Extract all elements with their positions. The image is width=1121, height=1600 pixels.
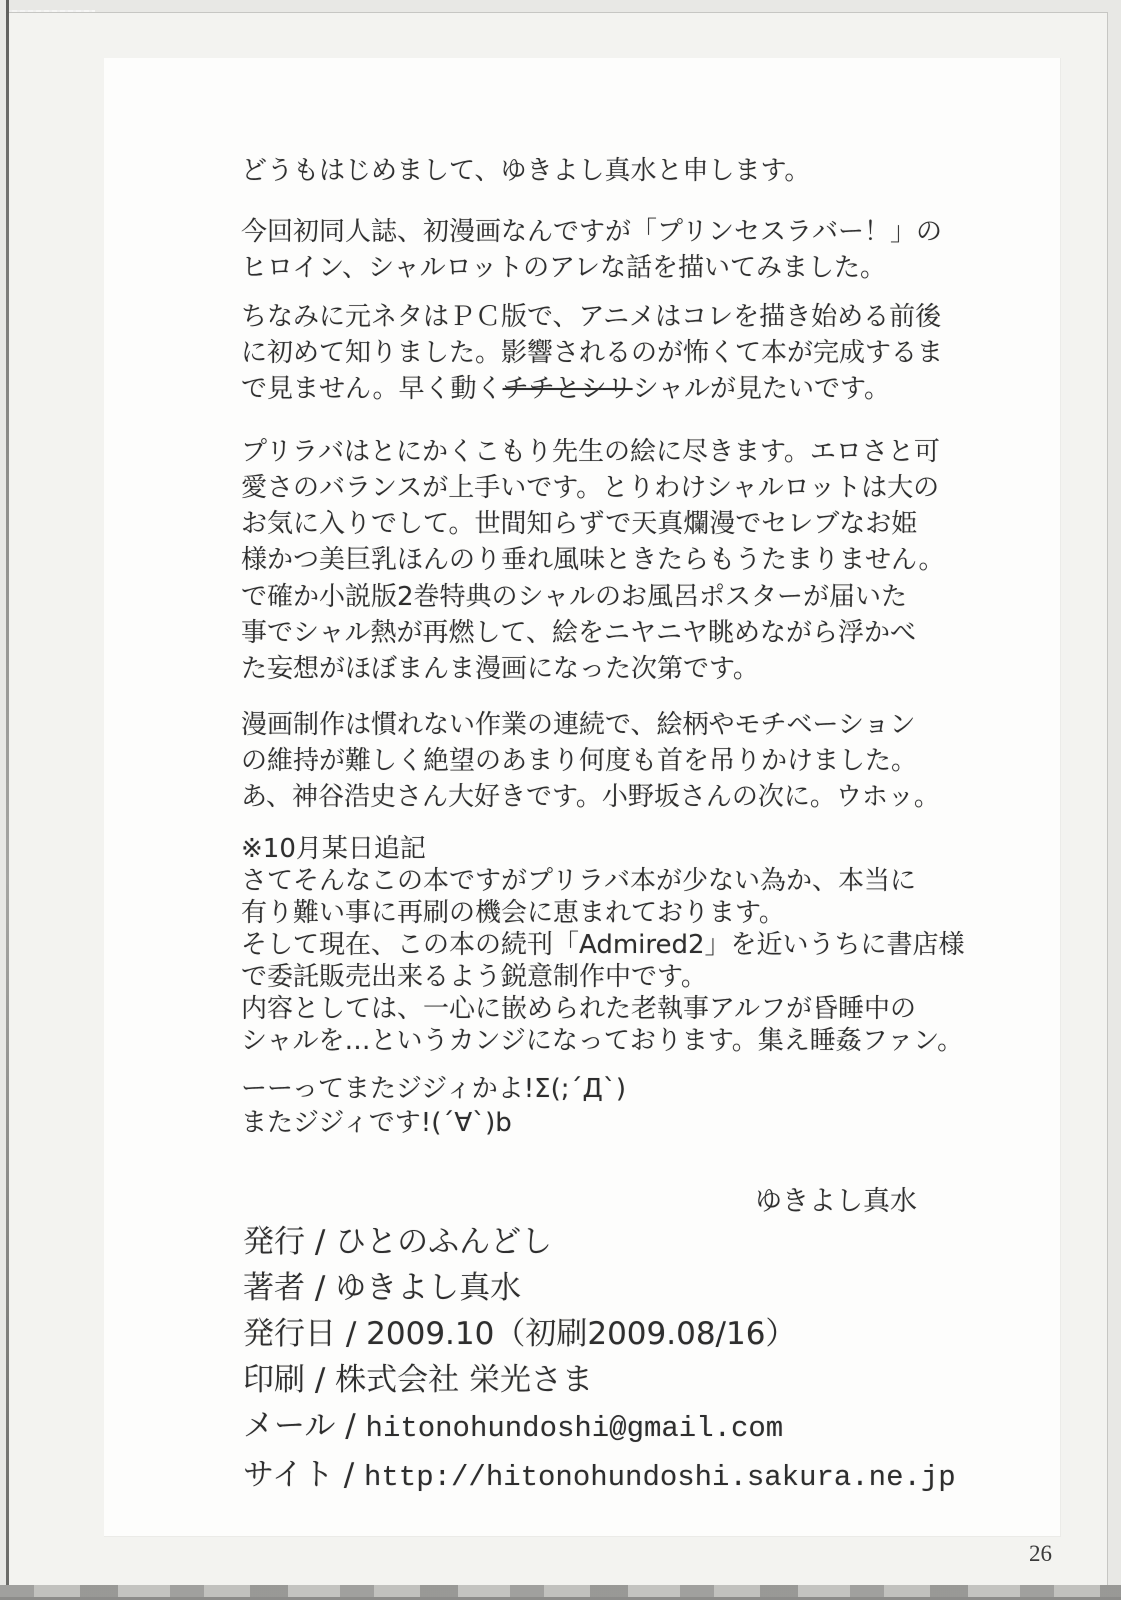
colophon-website-row: [243, 1452, 956, 1501]
afterword-paragraph-2: [241, 214, 942, 286]
colophon-separator: /: [335, 1408, 366, 1444]
afterword-paragraph-4: [241, 434, 945, 578]
afterword-postscript: [241, 833, 965, 1057]
text-line: またジジィです!(´∀`)b: [241, 1108, 512, 1138]
strikethrough-text: チチとシリ: [502, 374, 633, 404]
colophon-website-value: http://hitonohundoshi.sakura.ne.jp: [364, 1461, 956, 1494]
afterword-paragraph-5: [241, 579, 916, 687]
text-line: ヒロイン、シャルロットのアレな話を描いてみました。: [241, 253, 887, 283]
text-line: ※10月某日追記: [241, 834, 426, 864]
colophon-email-value: hitonohundoshi@gmail.com: [365, 1412, 784, 1445]
text-line: で委託販売出来るよう鋭意制作中です。: [241, 962, 707, 992]
colophon-label: メール: [243, 1408, 336, 1444]
afterword-paragraph-1: [241, 153, 810, 189]
colophon-separator: /: [333, 1457, 364, 1493]
text-line: シャルを…というカンジになっております。集え睡姦ファン。: [241, 1026, 964, 1056]
text-line: に初めて知りました。影響されるのが怖くて本が完成するま: [241, 338, 944, 368]
colophon-author-row: [243, 1265, 956, 1311]
text-line: の維持が難しく絶望のあまり何度も首を吊りかけました。: [241, 746, 918, 776]
afterword-paragraph-6: [241, 707, 940, 815]
text-line: そして現在、この本の続刊「Admired2」を近いうちに書店様: [241, 930, 965, 960]
text-line: 有り難い事に再刷の機会に恵まれております。: [241, 898, 785, 928]
text-line: た妄想がほぼまんま漫画になった次第です。: [241, 654, 759, 684]
text-line: どうもはじめまして、ゆきよし真水と申します。: [241, 156, 811, 186]
colophon-value: ゆきよし真水: [335, 1270, 522, 1306]
text-segment: シャルが見たいです。: [632, 374, 890, 404]
colophon-value: ひとのふんどし: [335, 1224, 553, 1260]
afterword-paragraph-3: [241, 299, 943, 407]
colophon-email-row: [243, 1403, 956, 1452]
colophon-label: 発行日: [243, 1316, 336, 1352]
colophon-printer-row: [243, 1357, 956, 1403]
author-signature: ゆきよし真水: [755, 1186, 917, 1217]
text-line: プリラバはとにかくこもり先生の絵に尽きます。エロさと可: [241, 437, 940, 467]
text-line: で確か小説版2巻特典のシャルのお風呂ポスターが届いた: [241, 582, 908, 612]
colophon-label: 印刷: [243, 1362, 305, 1398]
colophon-label: 発行: [243, 1224, 305, 1260]
colophon-value: 株式会社 栄光さま: [335, 1362, 594, 1398]
text-line: さてそんなこの本ですがプリラバ本が少ない為か、本当に: [241, 866, 916, 896]
scan-bottom-edge: [0, 1585, 1121, 1600]
text-line: ーーってまたジジィかよ!Σ(;´Д`): [241, 1074, 626, 1104]
afterword-kaomoji-lines: [241, 1072, 626, 1140]
text-line: お気に入りでして。世間知らずで天真爛漫でセレブなお姫: [241, 509, 918, 539]
colophon: [243, 1219, 956, 1501]
text-line: [241, 371, 943, 407]
text-line: 漫画制作は慣れない作業の連続で、絵柄やモチベーション: [241, 710, 916, 740]
colophon-label: サイト: [243, 1457, 334, 1493]
text-line: ちなみに元ネタはＰＣ版で、アニメはコレを描き始める前後: [241, 302, 942, 332]
colophon-separator: /: [305, 1224, 336, 1260]
colophon-separator: /: [305, 1270, 336, 1306]
colophon-separator: /: [336, 1316, 367, 1352]
text-line: あ、神谷浩史さん大好きです。小野坂さんの次に。ウホッ。: [241, 782, 940, 812]
text-line: 事でシャル熱が再燃して、絵をニヤニヤ眺めながら浮かべ: [241, 618, 916, 648]
paper-page: [9, 12, 1108, 1586]
text-line: 今回初同人誌、初漫画なんですが「プリンセスラバー！」の: [241, 217, 942, 247]
page-number: 26: [1029, 1541, 1052, 1566]
colophon-separator: /: [305, 1362, 336, 1398]
colophon-publisher-row: [243, 1219, 956, 1265]
colophon-value: 2009.10（初刷2009.08/16）: [366, 1316, 797, 1352]
colophon-label: 著者: [243, 1270, 305, 1306]
text-segment: で見ません。早く動く: [241, 374, 503, 404]
text-line: 内容としては、一心に嵌められた老執事アルフが昏睡中の: [241, 994, 916, 1024]
text-line: 愛さのバランスが上手いです。とりわけシャルロットは大の: [241, 473, 940, 503]
colophon-date-row: [243, 1311, 956, 1357]
text-line: 様かつ美巨乳ほんのり垂れ風味ときたらもうたまりません。: [241, 545, 945, 575]
